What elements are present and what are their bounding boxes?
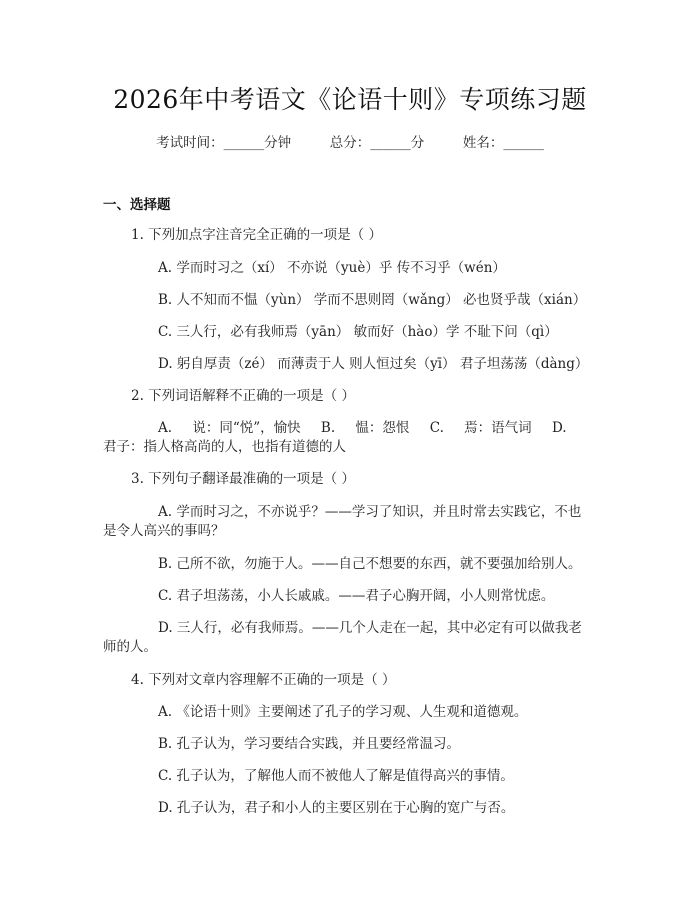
option-a: A. 《论语十则》主要阐述了孔子的学习观、人生观和道德观。 (158, 704, 528, 720)
option-d: D. 三人行，必有我师焉。——几个人走在一起，其中必定有可以做我老 (158, 620, 582, 636)
option-c: C. 三人行，必有我师焉（yān） 敏而好（hào）学 不耻下问（qì） (158, 324, 558, 340)
exam-score: 总分：______分 (329, 135, 425, 151)
option-b: B. 人不知而不愠（yùn） 学而不思则罔（wǎng） 必也贤乎哉（xián） (158, 292, 587, 308)
question-stem: 2. 下列词语解释不正确的一项是（ ） (131, 388, 355, 404)
exam-name: 姓名：______ (462, 135, 544, 151)
question-stem: 4. 下列对文章内容理解不正确的一项是（ ） (131, 672, 396, 688)
options-line: A. 说：同“悦”，愉快 B. 愠：怨恨 C. 焉：语气词 D. (158, 420, 567, 436)
option-c: C. 君子坦荡荡，小人长戚戚。——君子心胸开阔，小人则常忧虑。 (158, 588, 555, 604)
option-a: A. 学而时习之（xí） 不亦说（yuè）乎 传不习乎（wén） (158, 260, 506, 276)
question-stem: 3. 下列句子翻译最准确的一项是（ ） (131, 471, 355, 487)
section-heading: 一、选择题 (103, 197, 171, 213)
options-line-cont: 君子：指人格高尚的人，也指有道德的人 (103, 439, 346, 455)
question-stem: 1. 下列加点字注音完全正确的一项是（ ） (131, 227, 382, 243)
option-d: D. 孔子认为，君子和小人的主要区别在于心胸的宽广与否。 (158, 800, 515, 816)
option-a-cont: 是令人高兴的事吗？ (103, 523, 225, 539)
page-title: 2026年中考语文《论语十则》专项练习题 (113, 85, 587, 114)
option-c: C. 孔子认为，了解他人而不被他人了解是值得高兴的事情。 (158, 768, 514, 784)
option-b: B. 己所不欲，勿施于人。——自己不想要的东西，就不要强加给别人。 (158, 556, 582, 572)
option-a: A. 学而时习之，不亦说乎？——学习了知识，并且时常去实践它，不也 (158, 504, 582, 520)
option-d-cont: 师的人。 (103, 639, 157, 655)
exam-meta (0, 131, 700, 151)
option-b: B. 孔子认为，学习要结合实践，并且要经常温习。 (158, 736, 461, 752)
option-d: D. 躬自厚责（zé） 而薄责于人 则人恒过矣（yī） 君子坦荡荡（dàng） (158, 356, 589, 372)
exam-time: 考试时间：______分钟 (156, 135, 292, 151)
